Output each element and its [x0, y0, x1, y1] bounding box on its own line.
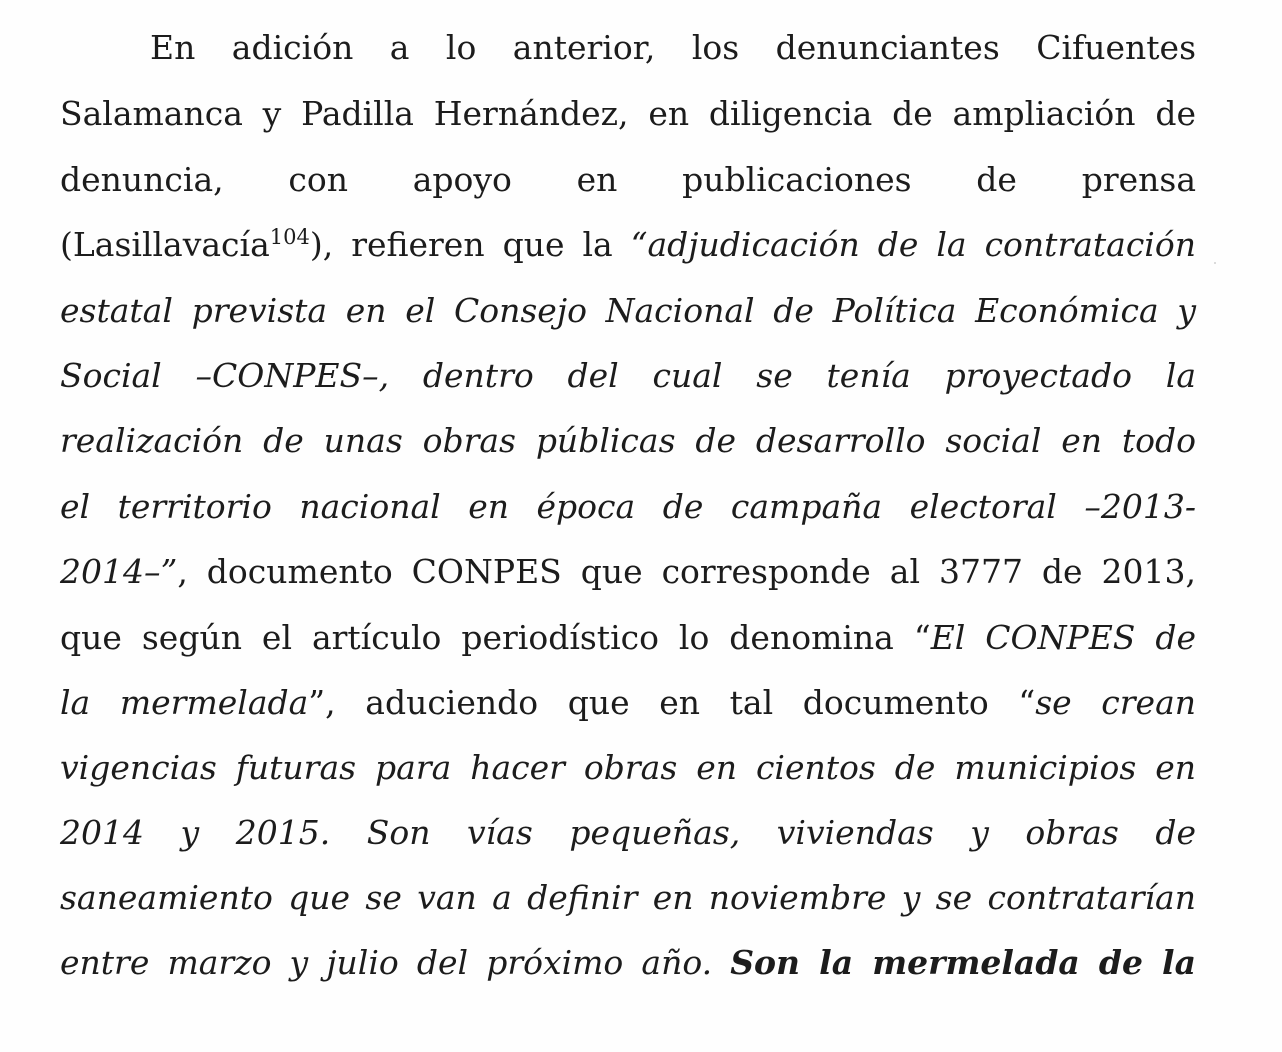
quoted-text: 2014–”: [60, 552, 178, 591]
footnote-reference: 104: [269, 225, 310, 249]
scan-speck: [1214, 262, 1216, 264]
quoted-text: saneamiento que se van a definir en noviembre y se contratarían: [60, 878, 1196, 917]
line-text: Salamanca y Padilla Hernández, en diligencia de ampliación de: [60, 94, 1196, 133]
paragraph-line-13: [60, 807, 1196, 859]
emphasized-text: Son la mermelada de la: [730, 943, 1196, 982]
paragraph-line-9: [60, 546, 1196, 598]
quoted-text: El CONPES de: [930, 618, 1196, 657]
line-text: ”, aduciendo que en tal documento “: [308, 683, 1036, 722]
paragraph-line-1: [150, 22, 1196, 74]
paragraph-line-8: [60, 481, 1196, 533]
paragraph-line-12: [60, 742, 1196, 794]
quoted-text: Social –CONPES–, dentro del cual se tenía proyectado la: [60, 356, 1196, 395]
quoted-text: la mermelada: [60, 683, 309, 722]
line-text: ), refieren que la: [309, 225, 631, 264]
paragraph-line-7: [60, 415, 1196, 467]
line-text: denuncia, con apoyo en publicaciones de prensa: [60, 160, 1196, 199]
paragraph-line-11: [60, 677, 1196, 729]
quoted-text: realización de unas obras públicas de desarrollo social en todo: [60, 421, 1196, 460]
quoted-text: se crean: [1035, 683, 1196, 722]
line-text: En adición a lo anterior, los denunciantes Cifuentes: [150, 28, 1196, 67]
paragraph-line-14: [60, 872, 1196, 924]
line-text: que según el artículo periodístico lo denomina “: [60, 618, 931, 657]
quoted-text: el territorio nacional en época de campaña electoral –2013-: [60, 487, 1196, 526]
paragraph-line-15: [60, 937, 1196, 989]
quoted-text: “adjudicación de la contratación: [630, 225, 1196, 264]
quoted-text: entre marzo y julio del próximo año.: [60, 943, 731, 982]
line-text: (Lasillavacía: [60, 225, 270, 264]
quoted-text: estatal prevista en el Consejo Nacional de Política Económica y: [60, 291, 1196, 330]
paragraph-line-2: [60, 88, 1196, 140]
paragraph-line-4: [60, 219, 1196, 271]
quoted-text: 2014 y 2015. Son vías pequeñas, viviendas y obras de: [60, 813, 1196, 852]
paragraph-line-6: [60, 350, 1196, 402]
quoted-text: vigencias futuras para hacer obras en cientos de municipios en: [60, 748, 1196, 787]
line-text: , documento CONPES que corresponde al 3777 de 2013,: [177, 552, 1196, 591]
paragraph-line-5: [60, 285, 1196, 337]
paragraph-line-10: [60, 612, 1196, 664]
paragraph-line-3: [60, 154, 1196, 206]
